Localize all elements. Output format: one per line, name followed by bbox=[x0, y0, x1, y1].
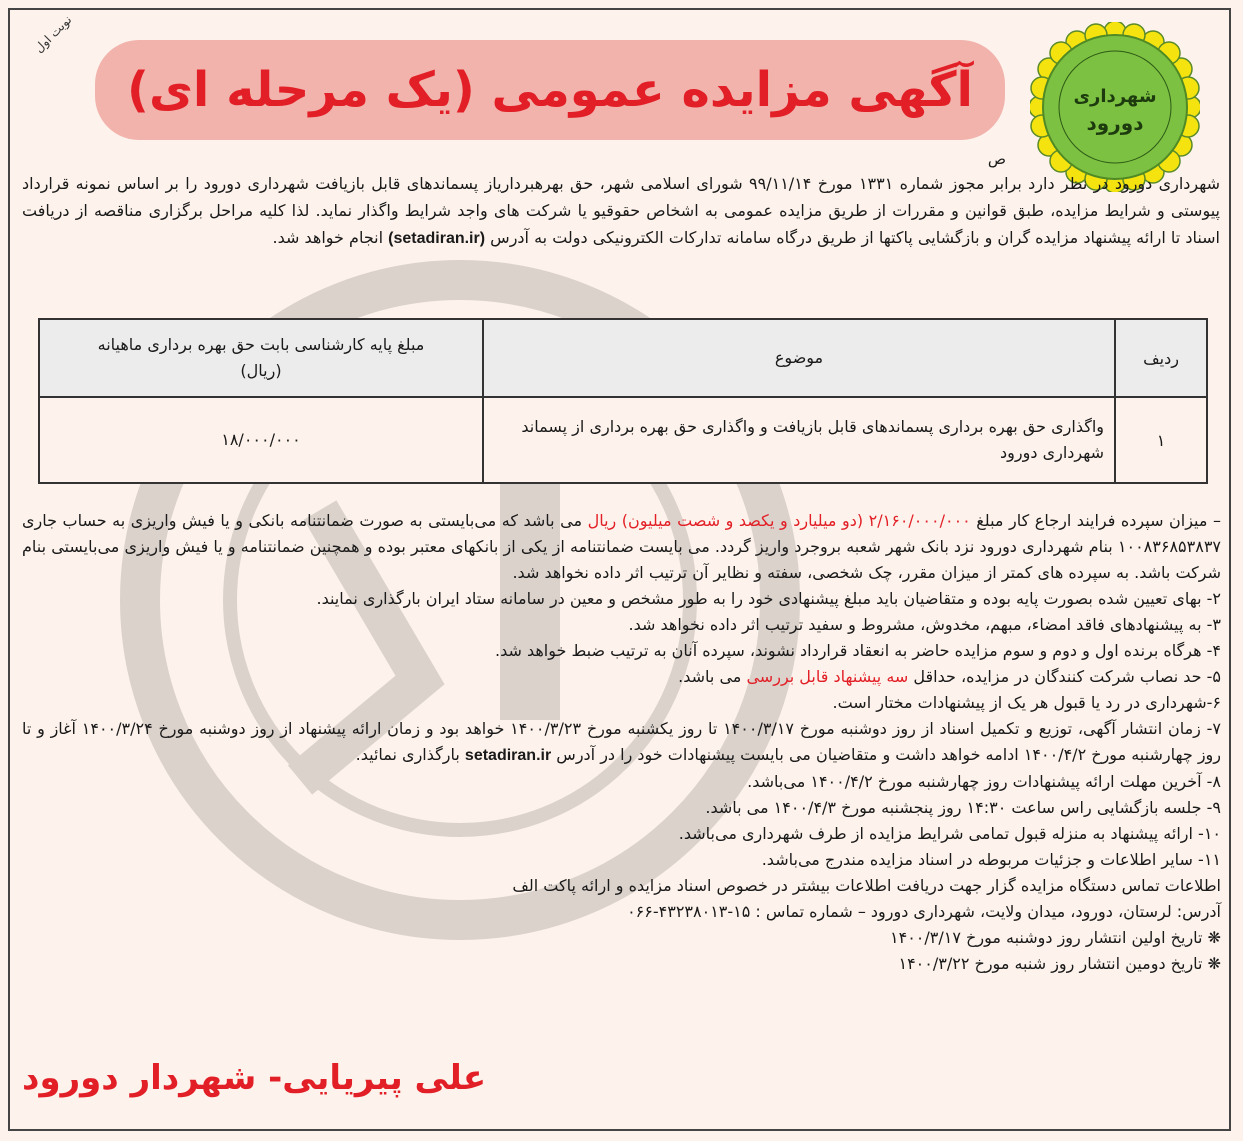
term-4: ۴- هرگاه برنده اول و دوم و سوم مزایده حاضر به انعقاد قرارداد نشوند، سپرده آنان به ترتیب ضبط خواهد شد. bbox=[494, 641, 1221, 660]
contact-info: اطلاعات تماس دستگاه مزایده گزار جهت دریافت اطلاعات بیشتر در خصوص اسناد مزایده و ارائه پاکت الف bbox=[512, 876, 1221, 895]
term-3: ۳- به پیشنهادهای فاقد امضاء، مبهم، مخدوش، مشروط و سفید ترتیب اثر داده نخواهد شد. bbox=[628, 615, 1221, 634]
header-amount-line2: (ریال) bbox=[240, 361, 282, 380]
term-5-text-a: ۵- حد نصاب شرکت کنندگان در مزایده، حداقل bbox=[913, 667, 1221, 686]
term-5-text-b: می باشد. bbox=[678, 667, 742, 686]
auction-table bbox=[38, 318, 1208, 484]
logo-text-line1: شهرداری bbox=[1073, 86, 1157, 107]
header-row-number: ردیف bbox=[1115, 319, 1207, 397]
term-1-amount: ۲/۱۶۰/۰۰۰/۰۰۰ (دو میلیارد و یکصد و شصت میلیون) ریال bbox=[587, 511, 971, 530]
publication-badge: نوبت اول bbox=[31, 12, 75, 56]
table-header-row bbox=[39, 319, 1207, 397]
mayor-signature: علی پیریایی- شهردار دورود bbox=[22, 1058, 487, 1098]
terms-section bbox=[22, 508, 1221, 977]
header-subject: موضوع bbox=[483, 319, 1115, 397]
first-publication-date: ❋ تاریخ اولین انتشار روز دوشنبه مورخ ۱۴۰۰/۳/۱۷ bbox=[890, 928, 1221, 947]
term-7-text-b: بارگذاری نمائید. bbox=[355, 745, 460, 764]
term-2: ۲- بهای تعیین شده بصورت پایه بوده و متقاضیان باید مبلغ پیشنهادی خود را به طور مشخص و معین در سامانه ستاد ایران بارگذاری نمایند. bbox=[316, 589, 1221, 608]
term-5 bbox=[22, 664, 1221, 690]
cell-amount: ۱۸/۰۰۰/۰۰۰ bbox=[39, 397, 483, 483]
header-amount bbox=[39, 319, 483, 397]
intro-end: انجام خواهد شد. bbox=[272, 228, 384, 247]
term-1-text-a: – میزان سپرده فرایند ارجاع کار مبلغ bbox=[976, 511, 1221, 530]
cell-row-number: ۱ bbox=[1115, 397, 1207, 483]
municipality-logo bbox=[1030, 22, 1200, 192]
intro-paragraph bbox=[22, 170, 1220, 252]
term-6: ۶-شهرداری در رد یا قبول هر یک از پیشنهادات مختار است. bbox=[832, 693, 1221, 712]
intro-site: (setadiran.ir) bbox=[388, 230, 486, 247]
cell-subject: واگذاری حق بهره برداری پسماندهای قابل بازیافت و واگذاری حق بهره برداری از پسماند شهرداری دورود bbox=[483, 397, 1115, 483]
logo-text-line2: دورود bbox=[1086, 111, 1144, 135]
term-5-highlight: سه پیشنهاد قابل بررسی bbox=[746, 667, 909, 686]
header-amount-line1: مبلغ پایه کارشناسی بابت حق بهره برداری ماهیانه bbox=[97, 335, 425, 354]
second-publication-date: ❋ تاریخ دومین انتشار روز شنبه مورخ ۱۴۰۰/۳/۲۲ bbox=[898, 954, 1221, 973]
page-title: آگهی مزایده عمومی (یک مرحله ای) bbox=[127, 62, 973, 118]
term-8: ۸- آخرین مهلت ارائه پیشنهادات روز چهارشنبه مورخ ۱۴۰۰/۴/۲ می‌باشد. bbox=[747, 772, 1221, 791]
term-7 bbox=[22, 716, 1221, 769]
title-banner bbox=[95, 40, 1005, 140]
term-11: ۱۱- سایر اطلاعات و جزئیات مربوطه در اسناد مزایده مندرج می‌باشد. bbox=[761, 850, 1221, 869]
term-7-text-a: ۷- زمان انتشار آگهی، توزیع و تکمیل اسناد از روز دوشنبه مورخ ۱۴۰۰/۳/۱۷ تا روز یکشنبه مورخ ۱۴۰۰/۳/۲۳ خواهد بود و زمان ارائه پیشنهاد از روز دوشنبه مورخ ۱۴۰۰/۳/۲۴ آغاز و تا روز چهارشنبه مورخ ۱۴۰۰/۴/۲ ادامه خواهد داشت و متقاضیان می بایست پیشنهادات خود را در آدرس bbox=[22, 719, 1221, 764]
sad-mark: ص bbox=[987, 150, 1006, 168]
term-1-text-b: می باشد که می‌بایستی به صورت ضمانتنامه بانکی و یا فیش واریزی به حساب جاری ۱۰۰۸۳۶۸۵۳۸۳۷ بنام شهرداری دورود نزد بانک شهر شعبه بروجرد واریز گردد. می بایست ضمانتنامه از یکی از بانکهای معتبر بوده و همچنین ضمانتنامه و یا فیش واریزی می‌بایستی بنام شرکت باشد. به سپرده های کمتر از میزان مقرر، چک شخصی، سفته و نظایر آن ترتیب اثر داده نخواهد شد. bbox=[22, 511, 1221, 582]
address: آدرس: لرستان، دورود، میدان ولایت، شهرداری دورود – شماره تماس : ۱۵-۴۳۲۳۸۰۱۳-۰۶۶ bbox=[627, 902, 1221, 921]
term-7-site: setadiran.ir bbox=[464, 747, 552, 764]
term-9: ۹- جلسه بازگشایی راس ساعت ۱۴:۳۰ روز پنجشنبه مورخ ۱۴۰۰/۴/۳ می باشد. bbox=[705, 798, 1221, 817]
term-1 bbox=[22, 508, 1221, 586]
table-row bbox=[39, 397, 1207, 483]
term-10: ۱۰- ارائه پیشنهاد به منزله قبول تمامی شرایط مزایده از طرف شهرداری می‌باشد. bbox=[678, 824, 1221, 843]
intro-text: شهرداری دورود در نظر دارد برابر مجوز شماره ۱۳۳۱ مورخ ۹۹/۱۱/۱۴ شورای اسلامی شهر، حق بهرهبرداریاز پسماندهای قابل بازیافت شهرداری دورود را بر اساس نمونه قرارداد پیوستی و شرایط مزایده، طبق قوانین و مقررات از طریق مزایده عمومی به اشخاص حقوقیو یا شرکت های واجد شرایط واگذار نماید. لذا کلیه مراحل برگزاری مناقصه از دریافت اسناد تا ارائه پیشنهاد مزایده گران و بازگشایی پاکتها از طریق درگاه سامانه تدارکات الکترونیکی دولت به آدرس bbox=[22, 174, 1221, 247]
